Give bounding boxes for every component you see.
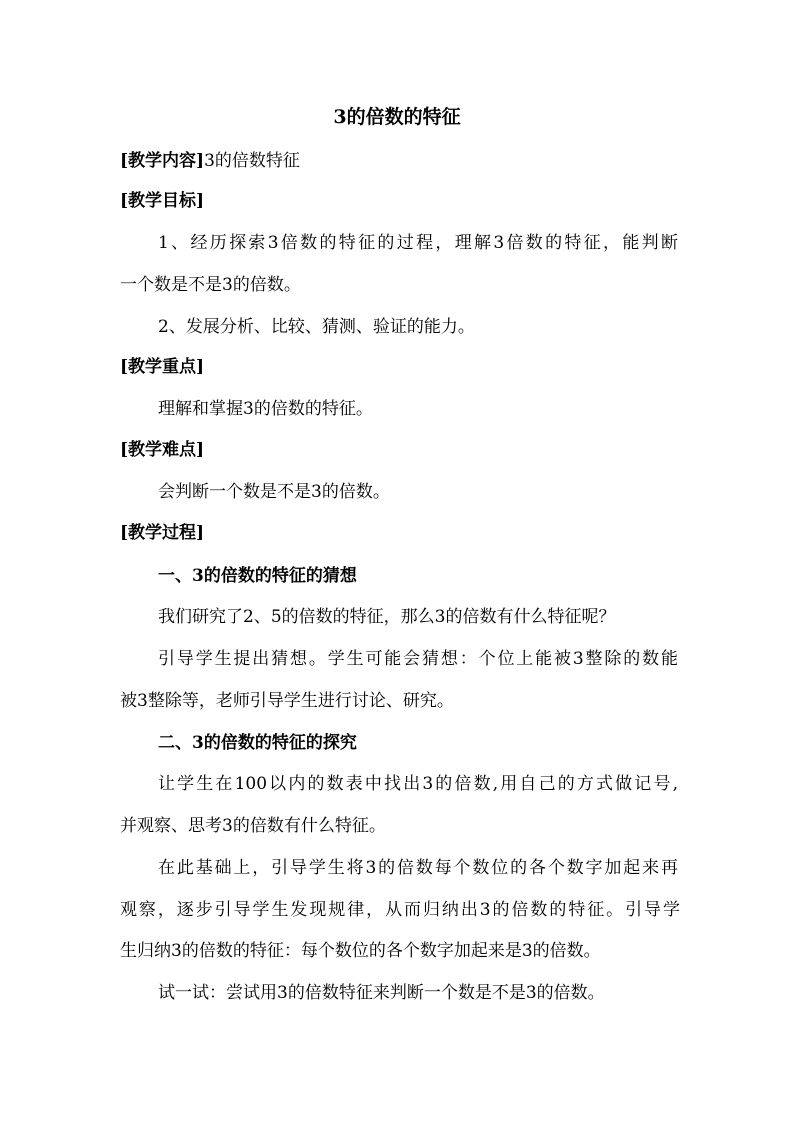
difficulty-text: 会判断一个数是不是3的倍数。 [158,482,390,502]
content-text: 3的倍数特征 [204,151,300,171]
key-point-label: [教学重点] [120,357,205,377]
section-2-paragraph-2-line-1: 在此基础上，引导学生将3的倍数每个数位的各个数字加起来再 [158,858,678,878]
section-2-paragraph-3: 试一试：尝试用3的倍数特征来判断一个数是不是3的倍数。 [158,983,605,1003]
section-2-paragraph-1-line-2: 并观察、思考3的倍数有什么特征。 [120,816,386,836]
section-2-paragraph-1-line-1: 让学生在100以内的数表中找出3的倍数,用自己的方式做记号, [158,774,678,794]
goal-item-1-line-1: 1、经历探索3倍数的特征的过程，理解3倍数的特征，能判断 [158,233,678,253]
section-1-paragraph-2-line-2: 被3整除等，老师引导学生进行讨论、研究。 [120,691,454,711]
difficulty-label: [教学难点] [120,440,205,460]
section-2-paragraph-2-line-3: 生归纳3的倍数的特征：每个数位的各个数字加起来是3的倍数。 [120,941,601,961]
key-point-text: 理解和掌握3的倍数的特征。 [158,399,373,419]
goals-label: [教学目标] [120,191,205,211]
goal-item-2: 2、发展分析、比较、猜测、验证的能力。 [158,317,475,337]
section-2-heading: 二、3的倍数的特征的探究 [158,733,357,753]
goal-item-1-line-2: 一个数是不是3的倍数。 [120,275,301,295]
section-1-paragraph-1: 我们研究了2、5的倍数的特征，那么3的倍数有什么特征呢？ [158,607,616,627]
section-1-paragraph-2-line-1: 引导学生提出猜想。学生可能会猜想：个位上能被3整除的数能 [158,649,678,669]
content-label: [教学内容] [120,151,205,171]
section-2-paragraph-2-line-2: 观察，逐步引导学生发现规律，从而归纳出3的倍数的特征。引导学 [120,900,680,920]
page-title: 3的倍数的特征 [333,106,461,128]
content-row [120,150,680,172]
section-1-heading: 一、3的倍数的特征的猜想 [158,566,357,586]
process-label: [教学过程] [120,523,205,543]
